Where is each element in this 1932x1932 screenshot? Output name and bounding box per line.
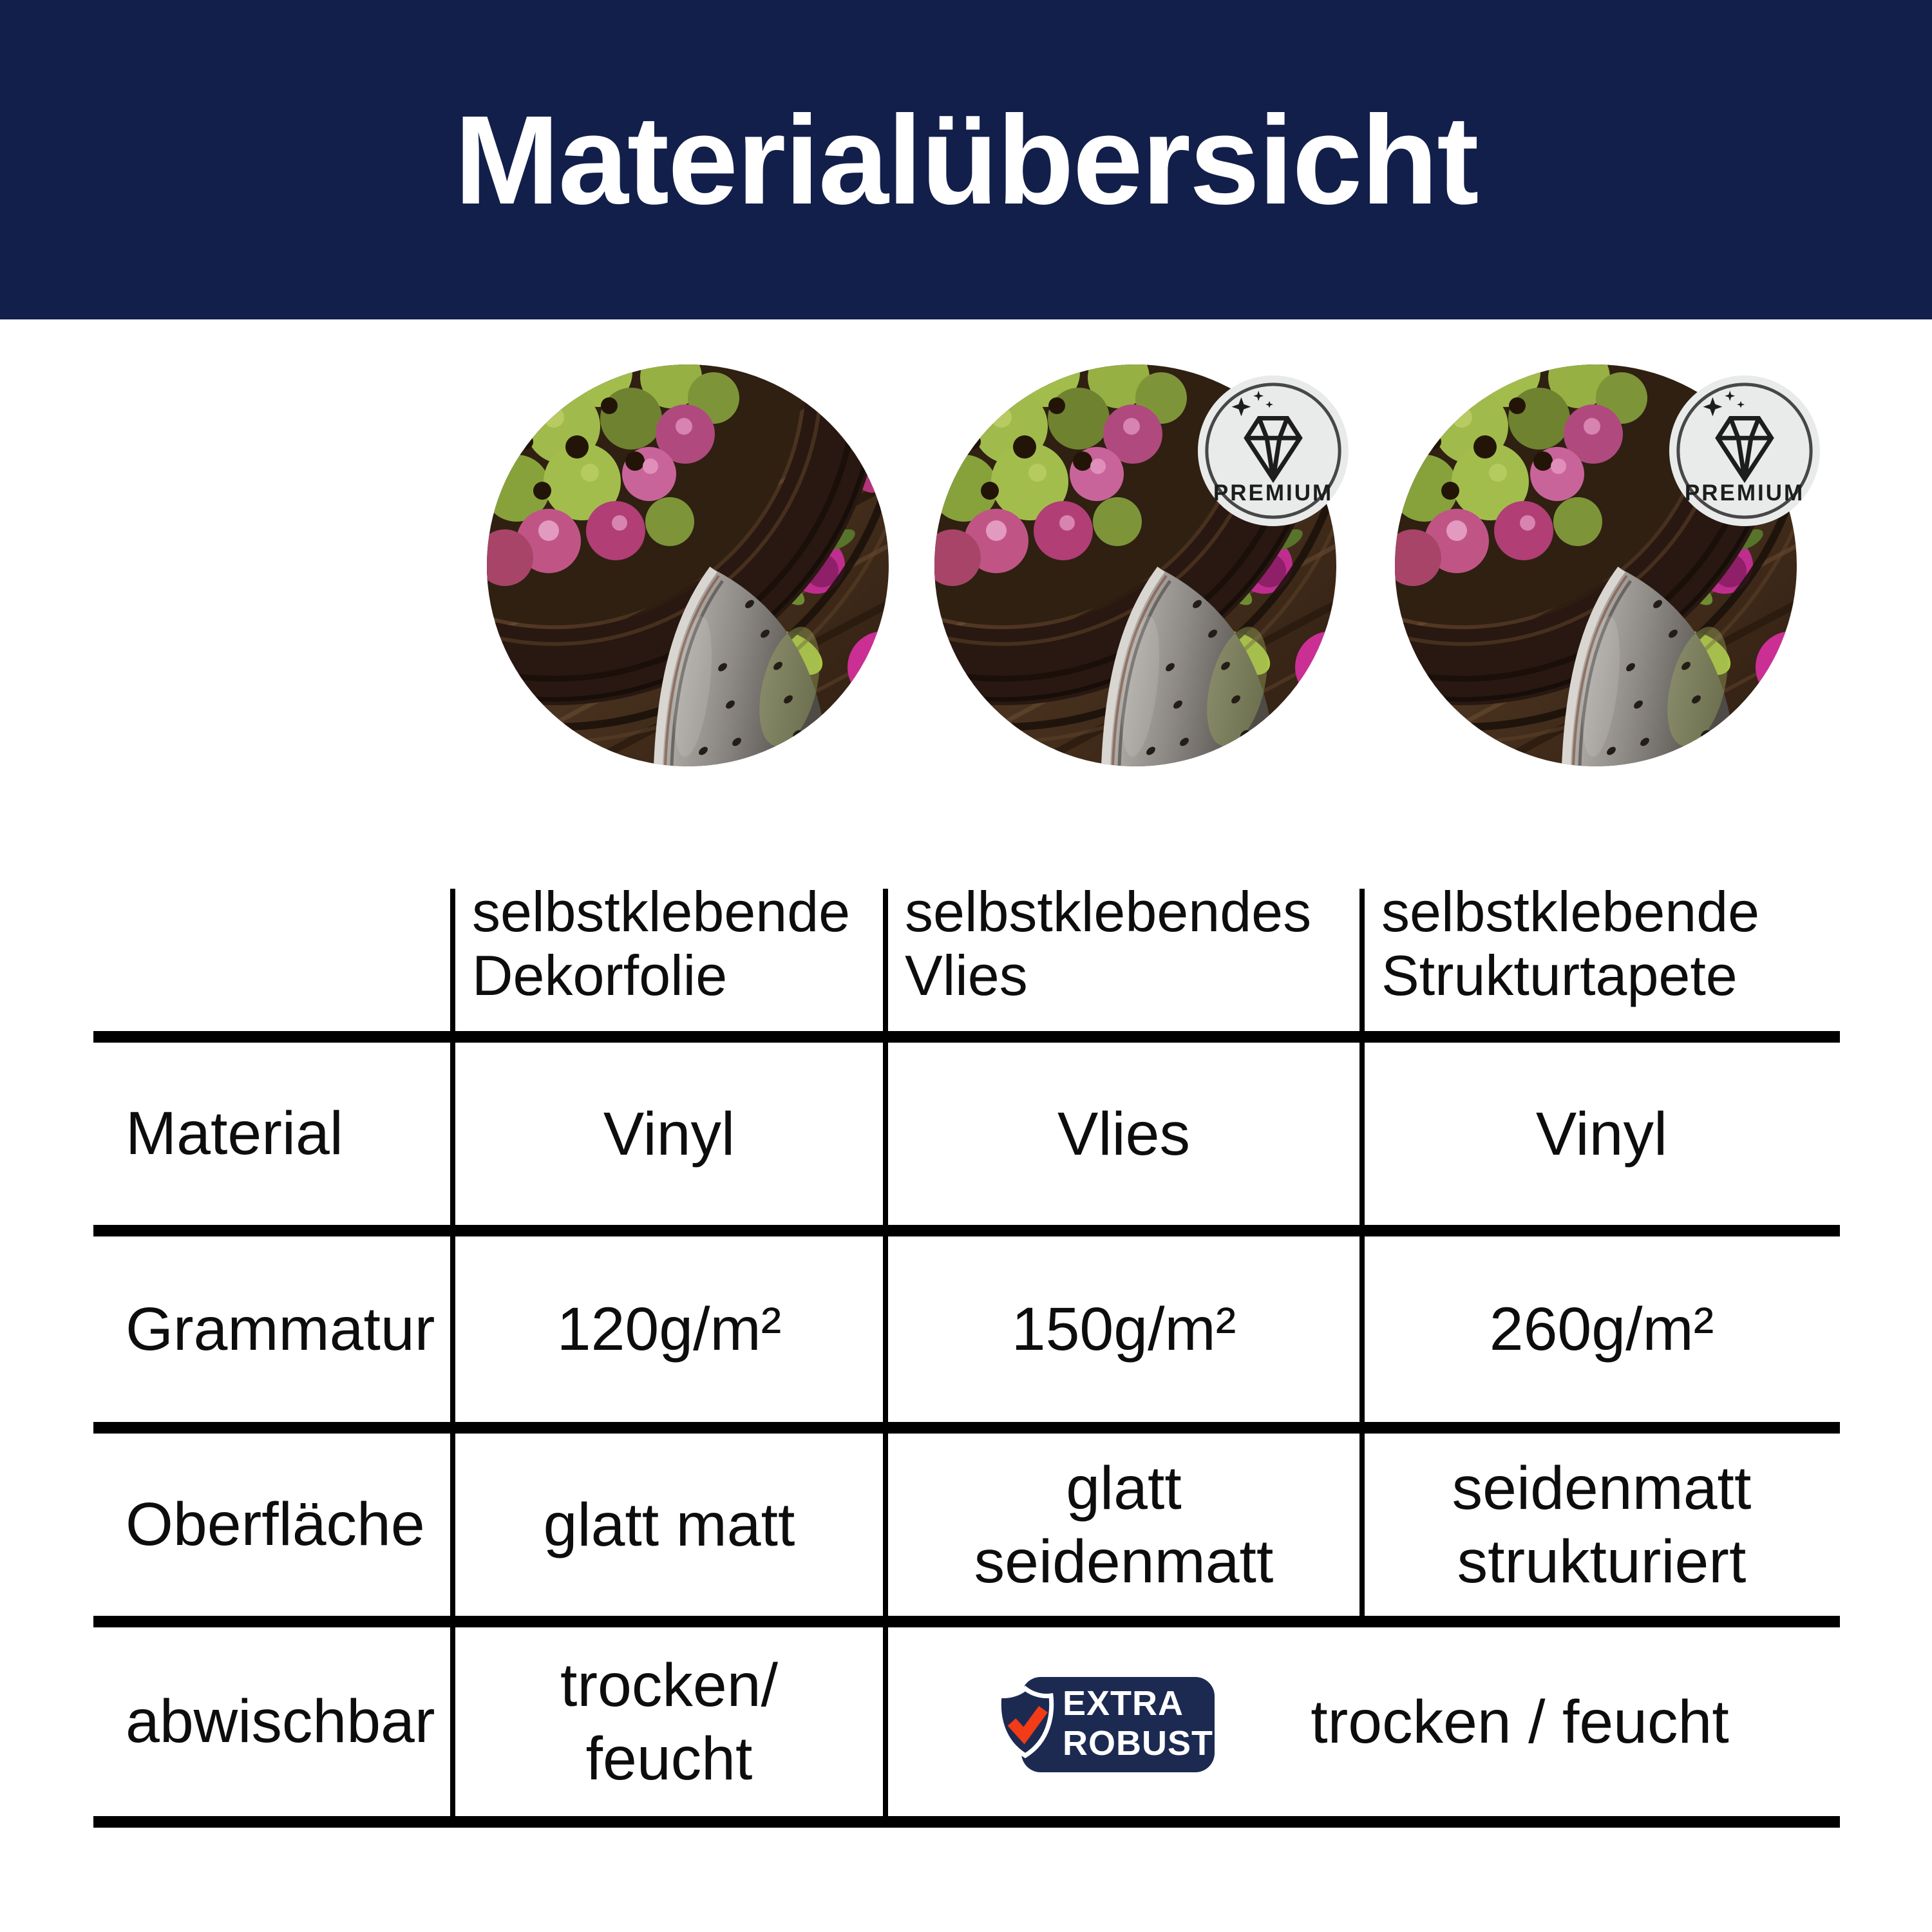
column-header-line: selbstklebendes bbox=[905, 880, 1312, 943]
premium-label: PREMIUM bbox=[1684, 480, 1805, 506]
table-vertical-line bbox=[1359, 889, 1365, 1627]
cell-oberflaeche-dekorfolie bbox=[455, 1428, 883, 1622]
column-header-line: Dekorfolie bbox=[472, 943, 728, 1007]
cell-text: Vlies bbox=[1057, 1099, 1190, 1168]
product-photo-dekorfolie bbox=[487, 365, 889, 766]
column-header-vlies bbox=[905, 880, 1356, 1007]
column-header-strukturtapete bbox=[1381, 880, 1832, 1007]
cell-text: trocken/ bbox=[560, 1651, 778, 1719]
cell-grammatur-vlies bbox=[888, 1231, 1359, 1428]
premium-label: PREMIUM bbox=[1213, 480, 1334, 506]
cell-text: trocken / feucht bbox=[1311, 1687, 1729, 1756]
extra-robust-label bbox=[1063, 1683, 1213, 1763]
cell-abwischbar-dekorfolie bbox=[455, 1622, 883, 1822]
row-label-grammatur: Grammatur bbox=[126, 1294, 435, 1363]
table-vertical-line bbox=[883, 889, 888, 1828]
badge-text-line: ROBUST bbox=[1063, 1724, 1213, 1763]
column-header-line: selbstklebende bbox=[1381, 880, 1760, 943]
cell-text: seidenmatt bbox=[974, 1527, 1274, 1596]
premium-badge-vlies bbox=[1197, 374, 1350, 527]
cell-text: Vinyl bbox=[1535, 1099, 1668, 1168]
cell-grammatur-dekorfolie bbox=[455, 1231, 883, 1428]
cell-oberflaeche-strukturtapete bbox=[1365, 1428, 1839, 1622]
extra-robust-badge bbox=[992, 1673, 1217, 1776]
cell-text: glatt bbox=[1066, 1454, 1182, 1522]
cell-grammatur-strukturtapete bbox=[1365, 1231, 1839, 1428]
column-header-line: Strukturtapete bbox=[1381, 943, 1738, 1007]
row-label-material: Material bbox=[126, 1099, 343, 1168]
cell-text: glatt matt bbox=[543, 1490, 795, 1559]
column-header-dekorfolie bbox=[472, 880, 878, 1007]
header-band bbox=[0, 0, 1932, 319]
rose-bowl-photo bbox=[487, 365, 889, 766]
cell-material-vlies bbox=[888, 1037, 1359, 1231]
cell-text: 120g/m² bbox=[556, 1295, 782, 1363]
cell-text: seidenmatt bbox=[1452, 1454, 1752, 1522]
cell-material-strukturtapete bbox=[1365, 1037, 1839, 1231]
row-label-oberflaeche: Oberfläche bbox=[126, 1490, 425, 1558]
cell-abwischbar-merged bbox=[1243, 1622, 1797, 1822]
cell-text: strukturiert bbox=[1457, 1527, 1747, 1596]
cell-text: 260g/m² bbox=[1489, 1295, 1714, 1363]
column-header-line: selbstklebende bbox=[472, 880, 851, 943]
cell-material-dekorfolie bbox=[455, 1037, 883, 1231]
cell-text: Vinyl bbox=[603, 1099, 735, 1168]
badge-text-line: EXTRA bbox=[1063, 1684, 1184, 1723]
row-label-abwischbar: abwischbar bbox=[126, 1687, 435, 1756]
premium-badge-strukturtapete bbox=[1668, 374, 1821, 527]
cell-text: 150g/m² bbox=[1011, 1295, 1236, 1363]
table-vertical-line bbox=[450, 889, 455, 1828]
column-header-line: Vlies bbox=[905, 943, 1028, 1007]
cell-text: feucht bbox=[585, 1724, 753, 1793]
page-title: Materialübersicht bbox=[454, 89, 1478, 231]
cell-oberflaeche-vlies bbox=[888, 1428, 1359, 1622]
